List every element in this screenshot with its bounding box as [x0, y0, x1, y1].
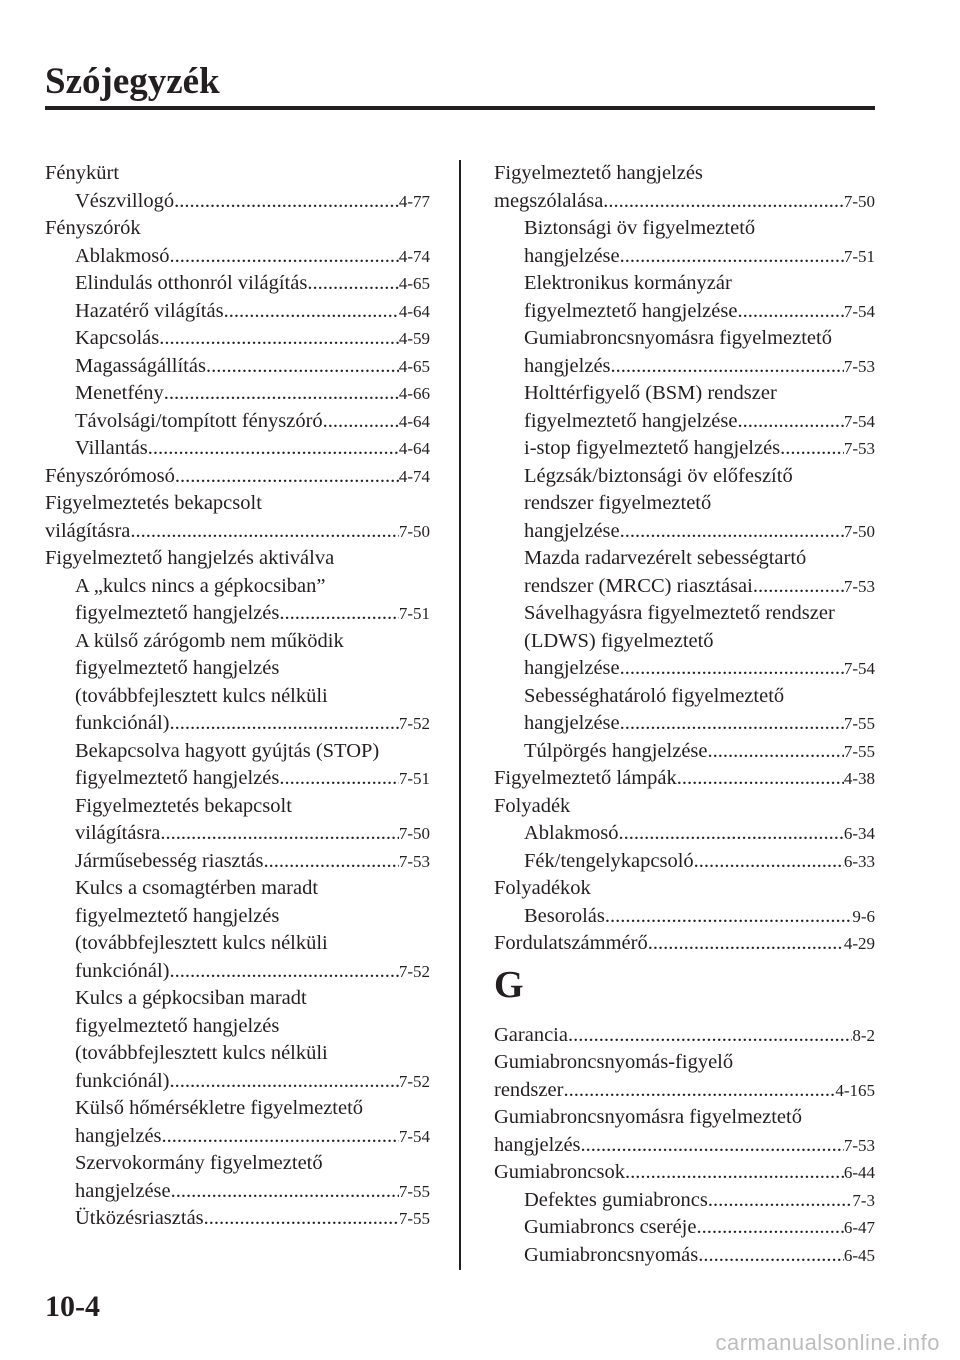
page-reference: 7-53 [843, 576, 875, 596]
index-subentry [45, 270, 430, 298]
page-reference: 7-55 [398, 1209, 430, 1228]
page-reference: 4-29 [843, 934, 875, 953]
entry-text: Kulcs a csomagtérben maradt [75, 877, 319, 899]
entry-text: Figyelmeztetés bekapcsolt [75, 794, 292, 817]
dot-leader [677, 765, 844, 793]
dot-leader [204, 1205, 399, 1233]
index-entry [45, 463, 430, 491]
dot-leader [568, 1022, 852, 1050]
index-subentry [45, 380, 430, 408]
index-entry [494, 765, 875, 793]
index-subentry [494, 243, 875, 271]
index-subentry [45, 1068, 430, 1096]
index-entry [494, 875, 875, 903]
page-reference: 7-50 [398, 521, 430, 541]
entry-text: Holttérfigyelő (BSM) rendszer [524, 382, 777, 404]
dot-leader [563, 1077, 835, 1105]
entry-text: világításra [45, 519, 131, 542]
dot-leader [279, 600, 398, 628]
entry-text: funkciónál) [75, 1069, 170, 1092]
index-subentry [494, 1187, 875, 1215]
index-subentry [45, 1178, 430, 1206]
dot-leader [694, 848, 844, 876]
entry-text: Gumiabroncsnyomásra figyelmeztető [494, 1106, 802, 1128]
index-subentry [494, 683, 875, 711]
page-reference: 6-47 [843, 1218, 875, 1237]
page-reference: 4-65 [398, 274, 430, 293]
page-reference: 7-55 [843, 714, 875, 733]
dot-leader [603, 188, 844, 216]
index-subentry [494, 490, 875, 518]
page-reference: 6-34 [843, 824, 875, 843]
index-subentry [494, 353, 875, 381]
entry-text: Folyadék [494, 794, 571, 817]
entry-text: hangjelzése [524, 519, 620, 542]
dot-leader [620, 710, 844, 738]
entry-text: Járműsebesség riasztás [75, 849, 264, 872]
entry-text: Gumiabroncsok [494, 1161, 625, 1183]
dot-leader [625, 1159, 844, 1187]
index-subentry [494, 655, 875, 683]
watermark: carmanualsonline.info [715, 1330, 940, 1355]
page-reference: 6-45 [843, 1245, 875, 1265]
page-reference: 4-74 [398, 246, 430, 266]
dot-leader [160, 820, 398, 848]
dot-leader [620, 243, 844, 271]
index-subentry [45, 1205, 430, 1233]
page-reference: 4-66 [398, 384, 430, 403]
entry-text: Menetfény [75, 382, 164, 404]
index-subentry [45, 243, 430, 271]
entry-text: Villantás [75, 437, 148, 459]
entry-text: Elektronikus kormányzár [524, 272, 732, 294]
page-reference: 7-52 [398, 714, 430, 733]
page-reference: 7-50 [843, 521, 875, 541]
index-subentry [45, 738, 430, 766]
entry-text: rendszer [494, 1078, 564, 1101]
entry-text: világításra [75, 822, 161, 844]
dot-leader [279, 765, 398, 793]
page-title: Szójegyzék [45, 61, 220, 102]
index-subentry [494, 463, 875, 491]
index-subentry [45, 793, 430, 821]
index-subentry [494, 325, 875, 353]
index-column-left [45, 160, 430, 1233]
dot-leader [619, 820, 844, 848]
entry-text: Figyelmeztető lámpák [494, 767, 677, 789]
column-divider [459, 160, 461, 1270]
page-reference: 4-64 [398, 301, 430, 321]
entry-text: i-stop figyelmeztető hangjelzés [524, 437, 781, 459]
index-subentry [45, 683, 430, 711]
entry-text: (továbbfejlesztett kulcs nélküli [75, 932, 328, 954]
dot-leader [696, 1214, 843, 1242]
index-subentry [494, 848, 875, 876]
dot-leader [159, 325, 399, 353]
index-entry [494, 793, 875, 821]
page-number: 10-4 [45, 1290, 100, 1323]
entry-text: Fordulatszámmérő [494, 932, 648, 954]
entry-text: (továbbfejlesztett kulcs nélküli [75, 1042, 328, 1064]
index-subentry [45, 435, 430, 463]
page-reference: 7-54 [843, 659, 875, 678]
index-subentry [494, 1214, 875, 1242]
index-subentry [45, 710, 430, 738]
entry-text: Gumiabroncs cseréje [524, 1216, 697, 1238]
index-subentry [494, 903, 875, 931]
page-reference: 4-64 [398, 439, 430, 458]
dot-leader [307, 270, 399, 298]
entry-text: Távolsági/tompított fényszóró [75, 409, 323, 432]
index-subentry [494, 820, 875, 848]
section-letter: G [494, 963, 524, 1006]
entry-text: rendszer figyelmeztető [524, 492, 712, 514]
entry-text: Ablakmosó [75, 244, 170, 267]
page-reference: 4-74 [398, 466, 430, 486]
index-subentry [45, 298, 430, 326]
entry-text: (továbbfejlesztett kulcs nélküli [75, 684, 328, 707]
index-subentry [494, 738, 875, 766]
page-reference: 4-59 [398, 329, 430, 348]
entry-text: Magasságállítás [75, 354, 206, 377]
entry-text: hangjelzés [494, 1133, 581, 1156]
index-subentry [494, 628, 875, 656]
dot-leader [224, 298, 399, 326]
entry-text: Garancia [494, 1023, 568, 1046]
entry-text: Figyelmeztető hangjelzés [494, 162, 703, 184]
entry-text: Defektes gumiabroncs [524, 1188, 708, 1211]
entry-text: figyelmeztető hangjelzés [75, 602, 280, 624]
index-subentry [494, 573, 875, 601]
index-subentry [494, 545, 875, 573]
entry-text: Folyadékok [494, 877, 591, 899]
page-reference: 4-77 [398, 191, 430, 211]
entry-text: Légzsák/biztonsági öv előfeszítő [524, 464, 793, 487]
entry-text: Figyelmeztetés bekapcsolt [45, 492, 262, 514]
page-reference: 4-38 [843, 769, 875, 788]
dot-leader [170, 710, 399, 738]
entry-text: Fényszórók [45, 217, 141, 239]
index-subentry [494, 298, 875, 326]
entry-text: Besorolás [524, 904, 605, 927]
entry-text: hangjelzése [524, 712, 620, 734]
page-reference: 7-55 [398, 1181, 430, 1201]
index-subentry [45, 325, 430, 353]
entry-text: Szervokormány figyelmeztető [75, 1152, 323, 1174]
entry-text: figyelmeztető hangjelzése [524, 409, 738, 432]
page-reference: 7-54 [843, 411, 875, 431]
dot-leader [170, 958, 399, 986]
index-subentry [45, 1150, 430, 1178]
page-reference: 9-6 [852, 906, 875, 926]
page-reference: 7-55 [843, 741, 875, 761]
index-entry [45, 518, 430, 546]
dot-leader [753, 573, 844, 601]
entry-text: Gumiabroncsnyomás-figyelő [494, 1051, 734, 1073]
page-reference: 6-44 [843, 1163, 875, 1182]
entry-text: Biztonsági öv figyelmeztető [524, 217, 756, 239]
title-rule [45, 106, 875, 110]
page-reference: 7-50 [398, 824, 430, 843]
dot-leader [174, 188, 399, 216]
entry-text: Gumiabroncsnyomás [524, 1243, 699, 1266]
index-subentry [45, 985, 430, 1013]
entry-text: figyelmeztető hangjelzés [75, 657, 280, 679]
entry-text: hangjelzése [524, 657, 620, 679]
index-subentry [494, 408, 875, 436]
index-entry [45, 160, 430, 188]
entry-text: Sávelhagyásra figyelmeztető rendszer [524, 602, 835, 624]
index-subentry [45, 1013, 430, 1041]
page-reference: 7-53 [398, 851, 430, 871]
page-reference: 4-165 [835, 1080, 875, 1100]
entry-text: hangjelzése [524, 244, 620, 267]
page-reference: 7-50 [843, 191, 875, 211]
dot-leader [737, 408, 843, 436]
index-entry [494, 1077, 875, 1105]
entry-text: Sebességhatároló figyelmeztető [524, 684, 785, 707]
entry-text: hangjelzés [75, 1124, 162, 1147]
dot-leader [263, 848, 398, 876]
index-subentry [494, 215, 875, 243]
index-subentry [494, 710, 875, 738]
page-reference: 7-51 [398, 604, 430, 623]
index-subentry [45, 930, 430, 958]
entry-text: A külső zárógomb nem működik [75, 629, 344, 652]
index-entry [45, 545, 430, 573]
dot-leader [171, 1178, 399, 1206]
page-reference: 7-52 [398, 961, 430, 981]
page-reference: 7-53 [843, 356, 875, 376]
entry-text: funkciónál) [75, 712, 170, 734]
page-reference: 7-54 [398, 1126, 430, 1146]
index-entry [45, 490, 430, 518]
dot-leader [611, 353, 844, 381]
dot-leader [780, 435, 844, 463]
dot-leader [698, 1242, 844, 1270]
entry-text: Elindulás otthonról világítás [75, 272, 308, 294]
entry-text: Fénykürt [45, 162, 120, 184]
entry-text: figyelmeztető hangjelzés [75, 1014, 280, 1037]
index-subentry [45, 655, 430, 683]
page-reference: 4-64 [398, 411, 430, 431]
dot-leader [170, 1068, 399, 1096]
index-subentry [45, 875, 430, 903]
index-subentry [494, 1242, 875, 1270]
entry-text: megszólalása [494, 189, 604, 212]
dot-leader [708, 1187, 852, 1215]
entry-text: funkciónál) [75, 959, 170, 982]
index-subentry [45, 820, 430, 848]
dot-leader [148, 435, 399, 463]
entry-text: hangjelzés [524, 354, 611, 377]
page-reference: 7-54 [843, 301, 875, 321]
dot-leader [170, 243, 399, 271]
entry-text: Bekapcsolva hagyott gyújtás (STOP) [75, 739, 380, 762]
index-entry [494, 1049, 875, 1077]
index-subentry [45, 958, 430, 986]
dot-leader [605, 903, 852, 931]
dot-leader [648, 930, 844, 958]
index-subentry [45, 600, 430, 628]
index-entry [494, 1132, 875, 1160]
dot-leader [164, 380, 399, 408]
entry-text: Ütközésriasztás [75, 1207, 204, 1229]
index-subentry [494, 600, 875, 628]
dot-leader [323, 408, 399, 436]
entry-text: Hazatérő világítás [75, 299, 224, 322]
entry-text: Fényszórómosó [45, 464, 175, 487]
entry-text: Külső hőmérsékletre figyelmeztető [75, 1097, 364, 1119]
index-subentry [45, 628, 430, 656]
dot-leader [737, 298, 843, 326]
index-subentry [45, 573, 430, 601]
index-subentry [494, 518, 875, 546]
page-reference: 7-53 [843, 1135, 875, 1155]
index-subentry [45, 408, 430, 436]
entry-text: Mazda radarvezérelt sebességtartó [524, 547, 807, 569]
index-subentry [494, 380, 875, 408]
entry-text: Kulcs a gépkocsiban maradt [75, 987, 307, 1009]
dot-leader [581, 1132, 844, 1160]
dot-leader [708, 738, 844, 766]
index-entry [494, 930, 875, 958]
page-reference: 8-2 [852, 1025, 875, 1045]
index-subentry [45, 765, 430, 793]
dot-leader [620, 655, 844, 683]
entry-text: Figyelmeztető hangjelzés aktiválva [45, 547, 335, 569]
entry-text: Gumiabroncsnyomásra figyelmeztető [524, 327, 832, 349]
entry-text: figyelmeztető hangjelzése [524, 299, 738, 322]
entry-text: rendszer (MRCC) riasztásai [524, 574, 753, 597]
index-entry [45, 215, 430, 243]
dot-leader [620, 518, 844, 546]
page-reference: 7-51 [398, 769, 430, 788]
entry-text: figyelmeztető hangjelzés [75, 904, 280, 927]
index-entry [494, 1159, 875, 1187]
entry-text: Túlpörgés hangjelzése [524, 739, 708, 762]
index-entry [494, 188, 875, 216]
dot-leader [175, 463, 399, 491]
index-subentry [45, 188, 430, 216]
index-subentry [45, 1040, 430, 1068]
index-subentry [494, 270, 875, 298]
entry-text: Vészvillogó [75, 189, 175, 212]
index-entry [494, 160, 875, 188]
index-subentry [494, 435, 875, 463]
page-reference: 7-3 [852, 1190, 875, 1210]
dot-leader [130, 518, 398, 546]
entry-text: figyelmeztető hangjelzés [75, 767, 280, 789]
index-subentry [45, 353, 430, 381]
dot-leader [206, 353, 399, 381]
dot-leader [162, 1123, 399, 1151]
entry-text: Kapcsolás [75, 327, 160, 349]
index-entry [494, 1104, 875, 1132]
page-reference: 4-65 [398, 356, 430, 376]
entry-text: hangjelzése [75, 1179, 171, 1202]
page-reference: 7-53 [843, 439, 875, 458]
entry-text: A „kulcs nincs a gépkocsiban” [75, 574, 326, 597]
index-subentry [45, 1123, 430, 1151]
index-subentry [45, 1095, 430, 1123]
index-column-right [494, 160, 875, 1269]
index-entry [494, 1022, 875, 1050]
entry-text: (LDWS) figyelmeztető [524, 629, 714, 652]
page-reference: 7-51 [843, 246, 875, 266]
page-reference: 6-33 [843, 851, 875, 871]
index-subentry [45, 848, 430, 876]
entry-text: Ablakmosó [524, 822, 619, 844]
index-subentry [45, 903, 430, 931]
page-reference: 7-52 [398, 1071, 430, 1091]
entry-text: Fék/tengelykapcsoló [524, 849, 694, 872]
